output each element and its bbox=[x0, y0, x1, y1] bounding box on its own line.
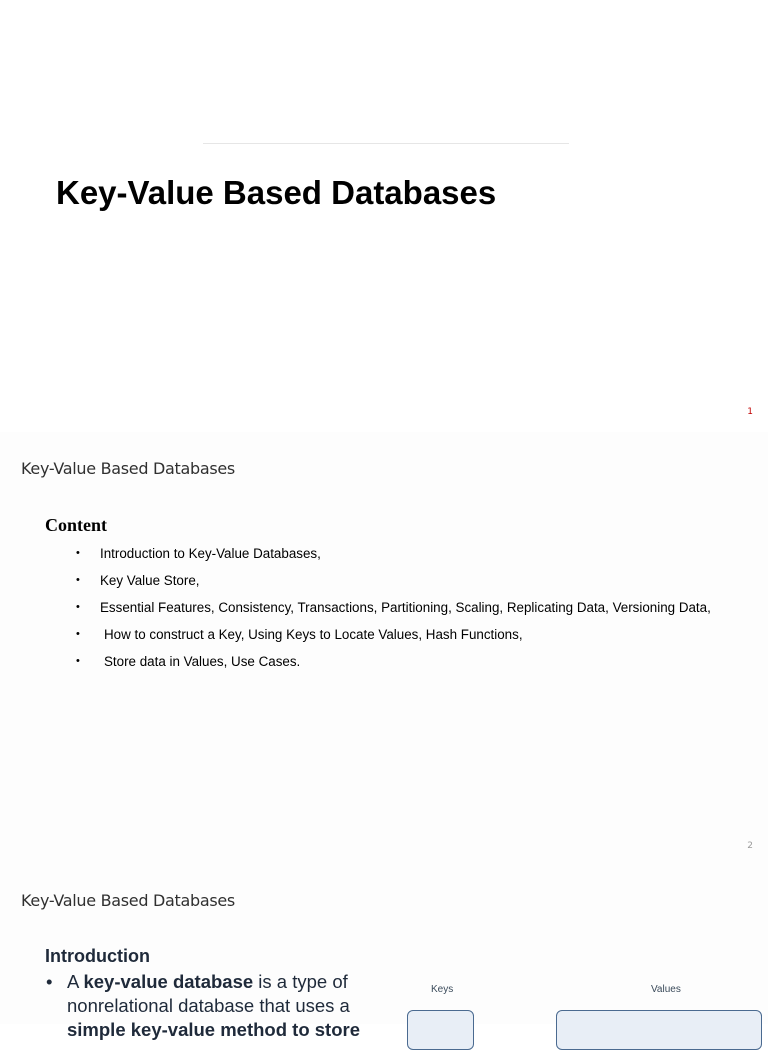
intro-paragraph bbox=[45, 970, 375, 1042]
intro-heading: Introduction bbox=[45, 946, 150, 966]
list-item-text: Introduction to Key-Value Databases, bbox=[100, 546, 321, 561]
values-label: Values bbox=[651, 984, 681, 995]
intro-text-suffix: is a type of nonrelational database that uses a bbox=[67, 971, 350, 1016]
content-list bbox=[76, 545, 736, 680]
list-item bbox=[76, 572, 736, 589]
slide-header: Key-Value Based Databases bbox=[21, 459, 235, 478]
bullet-icon: • bbox=[46, 971, 53, 992]
bullet-icon: • bbox=[76, 574, 80, 586]
intro-text-prefix: A bbox=[67, 971, 84, 992]
list-item-text: Essential Features, Consistency, Transactions, Partitioning, Scaling, Replicating Data, Versioning Data, bbox=[100, 600, 711, 615]
list-item-text: How to construct a Key, Using Keys to Locate Values, Hash Functions, bbox=[104, 627, 523, 642]
intro-text bbox=[45, 970, 375, 1042]
page-number: 1 bbox=[747, 407, 753, 417]
slide-1 bbox=[0, 0, 768, 432]
keys-label: Keys bbox=[431, 984, 454, 995]
intro-text-cut: simple key-value method to store bbox=[67, 1019, 361, 1040]
page-number: 2 bbox=[747, 841, 753, 851]
intro-text-bold: key-value database bbox=[83, 971, 254, 992]
bullet-icon: • bbox=[76, 547, 80, 559]
list-item bbox=[76, 653, 736, 670]
list-item bbox=[76, 545, 736, 562]
list-item bbox=[76, 599, 736, 616]
content-heading: Content bbox=[45, 515, 107, 535]
list-item-text: Store data in Values, Use Cases. bbox=[104, 654, 301, 669]
slide-title: Key-Value Based Databases bbox=[56, 174, 497, 211]
list-item bbox=[76, 626, 736, 643]
key-box bbox=[407, 1010, 474, 1050]
slide-header: Key-Value Based Databases bbox=[21, 891, 235, 910]
slide-2 bbox=[0, 432, 768, 864]
slide-3 bbox=[0, 864, 768, 1040]
value-box bbox=[556, 1010, 762, 1050]
bullet-icon: • bbox=[76, 628, 80, 640]
title-divider bbox=[203, 143, 569, 144]
list-item-text: Key Value Store, bbox=[100, 573, 200, 588]
bullet-icon: • bbox=[76, 601, 80, 613]
bullet-icon: • bbox=[76, 655, 80, 667]
